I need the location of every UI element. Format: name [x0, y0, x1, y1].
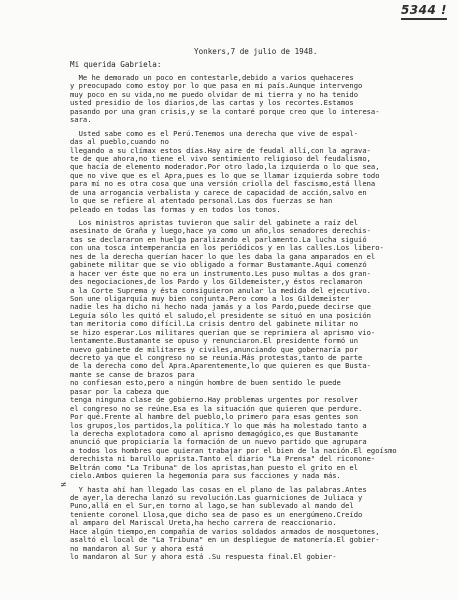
text-line: no confiesan esto,pero a ningún hombre de buen sentido le puede — [70, 379, 341, 388]
text-line: tas se declararon en huelga paralizando el parlamento.La lucha siguió — [70, 235, 367, 244]
text-line: Hace algún tiempo,en compañía de varios soldados armados de mosquetones, — [70, 527, 380, 536]
text-line: decreto ya que el congreso no se reunía.Más protestas,tanto de parte — [70, 354, 363, 362]
text-line: cielo.Ambos quieren la hegemonía para sus facciones y nada más. — [70, 472, 341, 481]
text-line: a hacer ver éste que no era un instrumento.Les puso multas a dos gran- — [70, 269, 371, 278]
text-line: das al pueblo,cuando no — [70, 138, 174, 147]
margin-mark: ≠ — [60, 480, 67, 489]
text-line: Beltrán como "La Tribuna" de los apristas,han puesto el grito en el — [70, 463, 359, 472]
text-line: Por qué.Frente al hambre del pueblo,lo primero para esas gentes son — [70, 413, 359, 422]
paragraph — [70, 130, 440, 214]
text-line: pasar por la cabeza que — [70, 387, 174, 396]
paragraph — [70, 486, 440, 562]
text-line: el congreso no se reúne.Esa es la situación que quieren que perdure. — [70, 404, 363, 413]
text-line: asaltó el local de "La Tribuna" en un despliegue de matonería.El gobier- — [70, 536, 380, 545]
text-line: que no vive que es el Apra,pues es lo que se llamar izquierda sobre todo — [70, 171, 380, 180]
text-line: llegando a su clímax estos días.Hay aire de feudal allí,con la agrava- — [70, 146, 371, 155]
text-line: Los ministros apristas tuvieron que salir del gabinete a raíz del — [70, 219, 359, 227]
text-line: mante se canse de brazos para — [70, 370, 199, 379]
text-line: que hacía de elemento moderador.Por otro lado,la izquierda o lo que sea, — [70, 163, 380, 172]
text-line: sara. — [70, 116, 92, 125]
reference-number — [401, 3, 447, 20]
text-line: te de que ahora,no tiene el vivo sentimiento religioso del feudalismo, — [70, 154, 371, 163]
text-line: la derecha explotadora como al aprismo demagógico,es que Bustamante — [70, 429, 359, 438]
text-line: derechista ni barullo aprista.Tanto el diario "La Prensa" del riconone- — [70, 455, 376, 464]
text-line: lo mandaron al Sur y ahora está .Su respuesta final.El gobier- — [70, 553, 337, 562]
text-line: muy poco en su vida,no me puedo olvidar de mi tierra y no ha tenido — [70, 90, 359, 99]
text-line: con una tosca intemperancia en los periódicos y en las calles.Los libero- — [70, 244, 384, 253]
paragraph — [70, 74, 440, 125]
text-line: nes de la derecha querían hacer lo que les daba la gana amparados en el — [70, 252, 376, 261]
text-line: teniente coronel Llosa,que dicho sea de paso es un energúmeno.Creído — [70, 510, 363, 519]
text-line: lentamente.Bustamante se opuso y renunciaron.El presidente formó un — [70, 337, 359, 346]
text-line: los grupos,los partidos,la política.Y lo que más ha molestado tanto a — [70, 421, 367, 430]
text-line: nadie les ha dicho ni hecho nada jamás y a los Pardo,puede decirse que — [70, 303, 371, 312]
text-line: a la Corte Suprema y ésta consiguieron anular la medida del ejecutivo. — [70, 286, 371, 295]
reference-number-underline — [401, 18, 447, 20]
text-line: y preocupado como estoy por lo que pasa en mi país.Aunque intervengo — [70, 82, 363, 91]
text-line: de ayer,la derecha lanzó su revolución.Las guarniciones de Juliaca y — [70, 494, 363, 502]
text-line: al amparo del Mariscal Ureta,ha hecho carrera de reaccionario. — [70, 519, 337, 528]
text-line: para mí no es otra cosa que una versión criolla del fascismo,está llena — [70, 180, 376, 189]
text-line: de la derecha como del Apra.Aparentemente,lo que quieren es que Busta- — [70, 362, 371, 371]
text-line: a todos los hombres que quieran trabajar por el bien de la nación.El egoísmo — [70, 446, 397, 455]
text-line: Y hasta ahí han llegado las cosas en el plano de las palabras.Antes — [70, 485, 367, 494]
reference-number-text: 5344 ! — [400, 3, 447, 17]
text-line: de una arrogancia verbalista y carece de capacidad de acción,salvo en — [70, 188, 367, 197]
text-line: Son une oligarquía muy bien conjunta.Pero como a los Gildemeister — [70, 294, 350, 303]
text-line: asesinato de Graña y luego,hace ya como un año,los senadores derechis- — [70, 227, 371, 236]
text-line: gabinete militar que se vio obligado a formar Bustamante.Aquí comenzó — [70, 261, 367, 270]
text-line: tenga ninguna clase de gobierno.Hay problemas urgentes por resolver — [70, 396, 359, 405]
text-line: se hizo esperar.Los militares querían que se reprimiera al aprismo vio- — [70, 328, 376, 337]
text-line: pasando por una gran crisis,y se la contaré porque creo que lo interesa- — [70, 107, 380, 116]
paragraph — [70, 219, 440, 481]
text-line: Me he demorado un poco en contestarle,debido a varios quehaceres — [70, 74, 354, 82]
text-line: nuevo gabinete de militares y civiles,anunciando que gobernaría por — [70, 345, 359, 354]
text-line: no mandaron al Sur y ahora está — [70, 544, 208, 553]
text-line: peleado en todas las formas y en todos los tonos. — [70, 205, 281, 214]
text-line: Usted sabe como es el Perú.Tenemos una derecha que vive de espal- — [70, 129, 359, 138]
text-line: lo que se refiere al atentado personal.Las dos fuerzas se han — [70, 197, 333, 206]
text-line: anunció que propiciaría la formación de un nuevo partido que agrupara — [70, 438, 367, 447]
salutation: Mi querida Gabriela: — [70, 60, 162, 69]
text-line: des negociaciones,de los Pardo y los Gildemeister,y éstos reclamaron — [70, 278, 363, 287]
text-line: Leguía sólo les quitó el saludo,el presidente se situó en una posición — [70, 311, 371, 320]
text-line: usted presidio de los diarios,de las cartas y los recortes.Estamos — [70, 99, 354, 108]
text-line: Puno,allá en el Sur,en torno al lago,se han sublevado al mando del — [70, 502, 354, 511]
letter-body — [70, 74, 440, 562]
text-line: tan meritoria como difícil.La crisis dentro del gabinete militar no — [70, 320, 359, 329]
date-line: Yonkers,7 de julio de 1948. — [194, 47, 318, 56]
